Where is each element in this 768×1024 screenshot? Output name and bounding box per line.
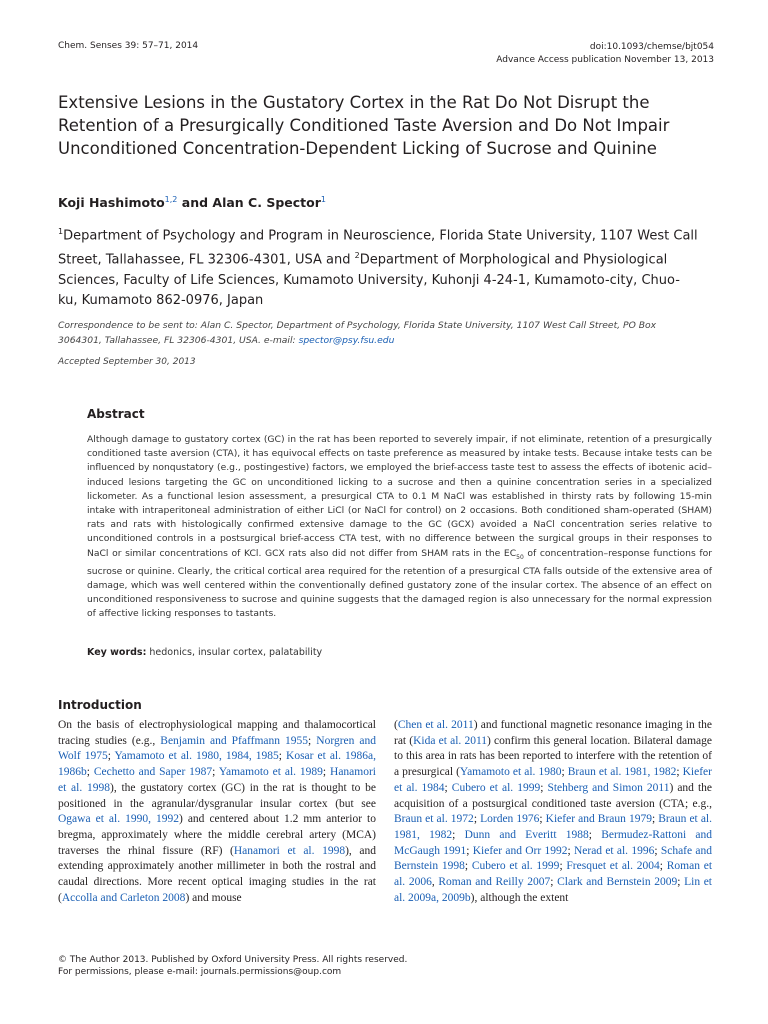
keywords [87,647,322,658]
citation-link[interactable]: Yamamoto et al. 1980 [459,766,562,779]
citation-link[interactable]: Cechetto and Saper 1987 [93,766,213,779]
citation-link[interactable]: Braun et al. 1981, 1982 [567,766,677,779]
body-text: ) and functional magnetic resonance imaging in the rat ( [394,719,712,747]
author-affiliation-marker[interactable]: 1 [320,195,326,204]
body-text: ), although the extent [470,891,569,904]
introduction-column-right [394,718,712,906]
body-text: , [431,876,439,889]
advance-access-date: Advance Access publication November 13, 2013 [496,55,714,65]
affiliation-marker: 2 [354,251,360,261]
footer [58,954,407,978]
body-text: ; [444,781,452,794]
body-text: ; [567,844,574,857]
body-text: ) and mouse [185,891,242,904]
body-text: ; [676,766,683,779]
abstract-text-part: of concentration–response functions for sucrose or quinine. Clearly, the critical cortical area required for the retention of a presurgical CTA falls outside of the extensive area of damage, which was well centered within the conventionally defined gustatory zone of the insular cortex. The absence of an effect on unconditioned responsiveness to sucrose and quinine suggests that the damaged region is also unnecessary for the normal expression of affective licking responses to tastants. [87,547,712,620]
body-text: ( [394,719,398,731]
body-text: ; [654,844,661,857]
body-text: ; [540,781,548,794]
article-title: Extensive Lesions in the Gustatory Cortex in the Rat Do Not Disrupt the Retention of a Presurgically Conditioned Taste Aversion and Do Not Impair Unconditioned Concentration-Dependent Licking of Sucrose and Quinine [58,93,670,158]
citation-link[interactable]: Kosar et al. 1986a, 1986b [58,750,376,779]
citation-link[interactable]: Fresquet et al. 2004 [566,860,660,873]
citation-link[interactable]: Norgren and Wolf 1975 [58,734,377,763]
citation-link[interactable]: Hanamori et al. 1998 [233,844,346,857]
affiliation [58,222,698,311]
citation-link[interactable]: Schafe and Bernstein 1998 [394,844,712,873]
citation-link[interactable]: Roman et al. 2006 [394,860,713,889]
body-text: ; [588,828,602,841]
body-text: ), the gustatory cortex (GC) in the rat is thought to be positioned in the agranular/dysgranular insular cortex (but see [58,781,376,810]
citation-link[interactable]: Lorden 1976 [480,813,540,826]
permissions-notice: For permissions, please e-mail: journals.permissions@oup.com [58,967,342,977]
citation-link[interactable]: Kiefer et al. 1984 [394,766,712,794]
body-text: ; [677,876,685,889]
citation-link[interactable]: Cubero et al. 1999 [451,781,541,794]
body-text: ; [550,876,558,889]
body-text: On the basis of electrophysiological mapping and thalamocortical tracing studies (e.g., [58,719,376,747]
doi-link[interactable]: doi:10.1093/chemse/bjt054 [589,42,714,52]
citation-link[interactable]: Lin et al. 2009a, 2009b [394,876,713,904]
abstract-text-part: Although damage to gustatory cortex (GC) in the rat has been reported to severely impair, if not eliminate, retention of a presurgically conditioned taste aversion (CTA), it has equivocal effects on taste preference as measured by intake tests. Because intake tests can be influenced by nonqustatory (e.g., postingestive) factors, we employed the brief-access taste test to assess the effects of ibotenic acid–induced lesions targeting the GC on unconditioned licking to a sucrose and then a quinine concentration series in a specialized lickometer. As a functional lesion assessment, a presurgical CTA to 0.1 M NaCl was established in thirsty rats by following 15-min intake with intraperitoneal administration of either LiCl (or NaCl for control) on 2 occasions. Both conditioned sham-operated (SHAM) rats and rats with histologically confirmed extensive damage to the GC (GCX) avoided a NaCl concentration series relative to unconditioned controls in a postsurgical brief-access CTA test, with no difference between the surgical groups in their responses to NaCl or similar concentrations of KCl. GCX rats also did not differ from SHAM rats in the EC [87,434,712,559]
keywords-list: hedonics, insular cortex, palatability [146,647,323,658]
citation-link[interactable]: Braun et al. 1972 [394,813,474,826]
affiliation-marker: 1 [58,227,64,236]
citation-link[interactable]: Dunn and Everitt 1988 [464,828,589,841]
author-conjunction: and [177,195,213,211]
body-text: ; [452,828,465,841]
introduction-heading: Introduction [58,698,142,712]
correspondence [58,318,698,348]
correspondence-email-link[interactable]: spector@psy.fsu.edu [298,335,395,346]
body-text: ; [651,813,659,826]
citation-link[interactable]: Kiefer and Braun 1979 [545,813,652,826]
ec50-subscript: 50 [516,553,524,561]
citation-link[interactable]: Clark and Bernstein 2009 [557,876,678,889]
body-text: ; [539,813,546,826]
accepted-date: Accepted September 30, 2013 [58,357,196,367]
citation-link[interactable]: Chen et al. 2011 [397,719,474,731]
body-text: ; [86,766,94,779]
body-text: ; [473,813,481,826]
citation-link[interactable]: Cubero et al. 1999 [471,860,560,873]
journal-reference: Chem. Senses 39: 57–71, 2014 [58,41,199,51]
body-text: ; [659,860,667,873]
citation-link[interactable]: Yamamoto et al. 1989 [218,766,323,779]
body-text: ) confirm this general location. Bilateral damage to this area in rats has been reported to interfere with the retention of a presurgical ( [394,734,712,779]
body-text: ; [308,734,317,747]
affiliation-text: Department of Morphological and Physiological Sciences, Faculty of Life Sciences, Kumamoto University, Kuhonji 4-24-1, Kumamoto-city, Chuo-ku, Kumamoto 862-0976, Japan [58,252,680,308]
author-list [58,195,326,210]
introduction-column-left [58,718,376,906]
citation-link[interactable]: Ogawa et al. 1990, 1992 [58,813,179,826]
body-text: ; [212,766,219,779]
body-text: ; [466,844,473,857]
citation-link[interactable]: Accolla and Carleton 2008 [61,891,186,904]
body-text: ), and extending approximately another millimeter in both the rostral and caudal directions. More recent optical imaging studies in the rat ( [58,844,376,904]
body-text: ; [464,860,472,873]
citation-link[interactable]: Bermudez-Rattoni and McGaugh 1991 [394,828,713,857]
body-text: ) and the acquisition of a postsurgical conditioned taste aversion (CTA; e.g., [394,781,713,810]
abstract-text [87,433,712,621]
author-hashimoto: Koji Hashimoto [58,195,165,211]
citation-link[interactable]: Roman and Reilly 2007 [438,876,551,889]
citation-link[interactable]: Braun et al. 1981, 1982 [394,813,712,841]
citation-link[interactable]: Yamamoto et al. 1980, 1984, 1985 [114,750,279,763]
abstract-heading: Abstract [87,407,145,421]
body-text: ; [559,860,567,873]
body-text: ; [322,766,331,779]
body-text: ) and centered about 1.2 mm anterior to bregma, approximately where the middle cerebral artery (MCA) traverses the rhinal fissure (RF) ( [58,813,376,857]
citation-link[interactable]: Kida et al. 2011 [413,734,488,747]
body-text: ; [278,750,287,763]
author-affiliation-marker[interactable]: 1,2 [164,195,178,204]
affiliation-text: Department of Psychology and Program in Neuroscience, Florida State University, 1107 West Call Street, Tallahassee, FL 32306-4301, USA and [58,228,698,268]
citation-link[interactable]: Nerad et al. 1996 [573,844,655,857]
body-text: ; [561,766,568,779]
keywords-label: Key words: [87,647,147,658]
citation-link[interactable]: Kiefer and Orr 1992 [472,844,568,857]
copyright-notice: © The Author 2013. Published by Oxford University Press. All rights reserved. [58,955,408,965]
citation-link[interactable]: Stehberg and Simon 2011 [547,781,670,794]
author-spector: Alan C. Spector [212,195,321,211]
citation-link[interactable]: Hanamori et al. 1998 [58,766,376,794]
citation-link[interactable]: Benjamin and Pfaffmann 1955 [160,734,309,747]
body-text: ; [107,750,115,763]
doi-block [496,41,714,67]
correspondence-text: Correspondence to be sent to: Alan C. Spector, Department of Psychology, Florida State University, 1107 West Call Street, PO Box 3064301, Tallahassee, FL 32306-4301, USA. e-mail: [58,320,657,346]
